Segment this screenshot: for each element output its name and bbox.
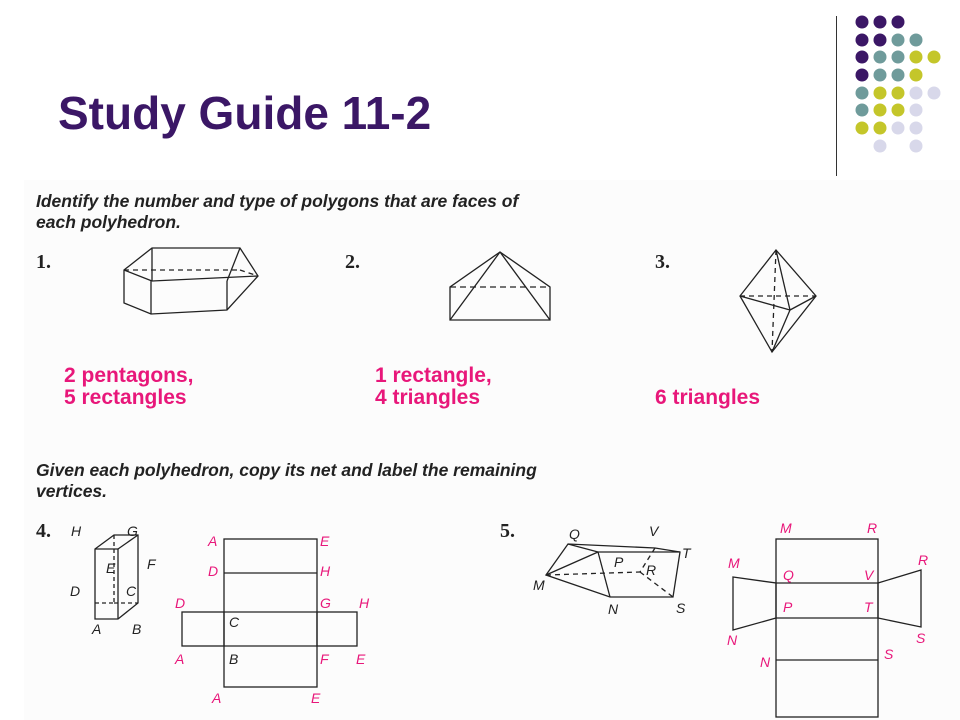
net5-answer-R-right: R <box>918 552 929 568</box>
net-answer-G: G <box>320 595 331 611</box>
part1-instruction-line1: Identify the number and type of polygons that are faces of <box>36 191 519 211</box>
net5-answer-N-left: N <box>727 632 738 648</box>
net-answer-E-top: E <box>320 533 330 549</box>
label-G: G <box>127 523 138 539</box>
cube-net-figure <box>182 539 357 687</box>
label-M: M <box>533 577 545 593</box>
net-answer-E-right: E <box>356 651 366 667</box>
net5-answer-T: T <box>864 599 873 615</box>
net5-answer-S: S <box>884 646 894 662</box>
problem-5-number: 5. <box>500 520 515 542</box>
label-E: E <box>106 560 116 576</box>
net-answer-E-bottom: E <box>311 690 321 706</box>
net-answer-A-top: A <box>208 533 218 549</box>
problem-2-answer-line1: 1 rectangle, <box>375 364 492 387</box>
rectangular-prism-figure <box>95 535 138 619</box>
net5-answer-M-top: M <box>780 520 792 536</box>
label-A: A <box>92 621 102 637</box>
net5-answer-P: P <box>783 599 793 615</box>
part2-instruction-line1: Given each polyhedron, copy its net and label the remaining <box>36 460 537 480</box>
label-Q: Q <box>569 526 580 542</box>
problem-3-answer-line1: 6 triangles <box>655 386 761 409</box>
problem-4-number: 4. <box>36 520 51 542</box>
net-answer-D-left: D <box>175 595 186 611</box>
net5-answer-V: V <box>864 567 874 583</box>
label-H: H <box>71 523 82 539</box>
part1-instruction-line2: each polyhedron. <box>36 212 181 232</box>
net-answer-A-left: A <box>175 651 185 667</box>
label-D: D <box>70 583 81 599</box>
net-answer-H-right: H <box>359 595 370 611</box>
problem-5-net-answer-labels <box>727 520 928 670</box>
problem-1-answer-line2: 5 rectangles <box>64 386 187 409</box>
label-N: N <box>608 601 619 617</box>
net-label-B: B <box>229 651 239 667</box>
label-B: B <box>132 621 142 637</box>
problem-3-number: 3. <box>655 251 670 273</box>
frustum-solid-figure <box>546 544 680 597</box>
net-answer-H: H <box>320 563 331 579</box>
net-answer-A-bottom: A <box>212 690 222 706</box>
problem-4-net-answer-labels <box>174 533 370 706</box>
rectangular-pyramid-figure <box>450 252 550 320</box>
part2-instruction-line2: vertices. <box>36 481 108 501</box>
problem-4-net-given-labels <box>229 614 240 667</box>
label-S: S <box>676 600 686 616</box>
problem-1-answer-line1: 2 pentagons, <box>64 364 194 387</box>
net-label-C: C <box>229 614 240 630</box>
problem-2-answer-line2: 4 triangles <box>375 386 481 409</box>
net5-answer-M-left: M <box>728 555 740 571</box>
problem-2-number: 2. <box>345 251 360 273</box>
net5-answer-Q: Q <box>783 567 794 583</box>
frustum-net-figure <box>733 539 921 717</box>
net-answer-F: F <box>320 651 329 667</box>
net5-answer-S-right: S <box>916 630 926 646</box>
slide-title: Study Guide 11-2 <box>58 87 432 139</box>
problem-1-number: 1. <box>36 251 51 273</box>
label-T: T <box>682 545 691 561</box>
triangular-bipyramid-figure <box>740 250 816 352</box>
label-R: R <box>646 562 657 578</box>
label-P: P <box>614 554 624 570</box>
net5-answer-R-top: R <box>867 520 878 536</box>
label-C: C <box>126 583 137 599</box>
net-answer-D: D <box>208 563 219 579</box>
label-F: F <box>147 556 156 572</box>
label-V: V <box>649 523 659 539</box>
net5-answer-N: N <box>760 654 771 670</box>
pentagonal-prism-figure <box>124 248 258 314</box>
